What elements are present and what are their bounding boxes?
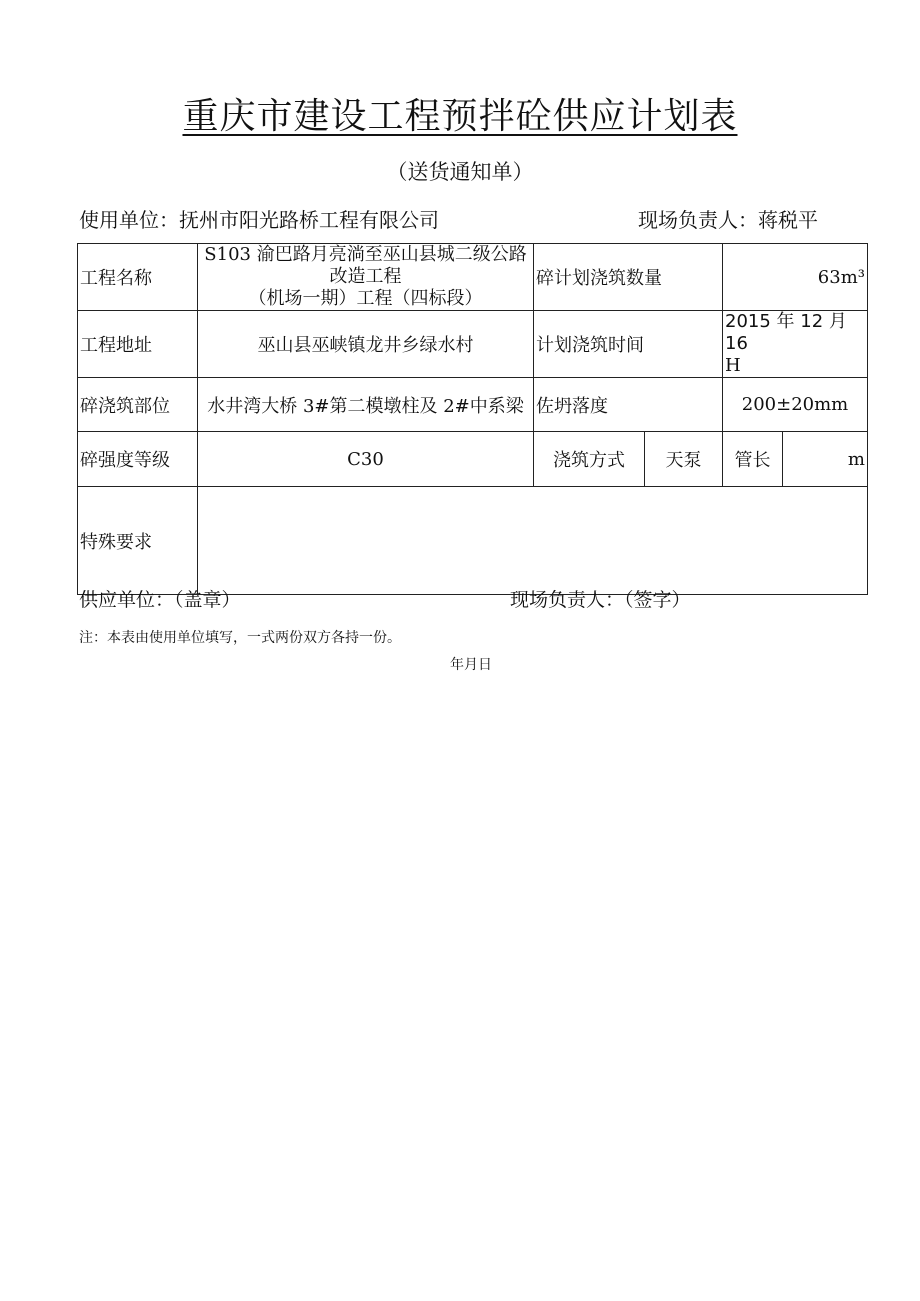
supply-unit: 供应单位：（盖章）	[79, 589, 241, 611]
pipe-length-label: 管长	[723, 432, 783, 487]
pour-part-value: 水井湾大桥 3#第二模墩柱及 2#中系梁	[198, 378, 534, 432]
special-label: 特殊要求	[78, 487, 198, 595]
table-row	[78, 244, 868, 311]
strength-label: 碎强度等级	[78, 432, 198, 487]
strength-value: C30	[198, 432, 534, 487]
pour-part-label: 碎浇筑部位	[78, 378, 198, 432]
pour-method-value: 天泵	[645, 432, 723, 487]
site-manager-label: 现场负责人：	[638, 208, 758, 232]
site-manager-value: 蒋税平	[758, 208, 818, 232]
planned-time-cell	[723, 311, 868, 378]
slump-value: 200±20mm	[723, 378, 868, 432]
planned-volume-value: 63m³	[723, 244, 868, 311]
project-name-line1: S103 渝巴路月亮淌至巫山县城二级公路改造工程	[204, 244, 527, 287]
planned-time-line2: H	[725, 355, 741, 376]
project-address-label: 工程地址	[78, 311, 198, 378]
slump-label: 佐坍落度	[534, 378, 723, 432]
supply-manager: 现场负责人：（签字）	[510, 589, 691, 611]
special-value	[198, 487, 868, 595]
plan-table	[77, 243, 868, 595]
date-line: 年月日	[450, 657, 492, 673]
project-name-line2: （机场一期）工程（四标段）	[248, 288, 483, 309]
table-row	[78, 378, 868, 432]
table-row	[78, 432, 868, 487]
site-manager	[638, 204, 818, 233]
user-unit-value: 抚州市阳光路桥工程有限公司	[179, 208, 439, 232]
pipe-length-unit: m	[783, 432, 868, 487]
planned-time-line1: 2015 年 12 月 16	[725, 311, 847, 354]
planned-volume-label: 碎计划浇筑数量	[534, 244, 723, 311]
user-unit-label: 使用单位：	[79, 208, 179, 232]
page-title: 重庆市建设工程预拌砼供应计划表	[182, 96, 738, 137]
project-address-value: 巫山县巫峡镇龙井乡绿水村	[198, 311, 534, 378]
pour-method-label: 浇筑方式	[534, 432, 645, 487]
project-name-label: 工程名称	[78, 244, 198, 311]
table-row	[78, 487, 868, 595]
user-unit	[79, 204, 439, 233]
page-subtitle: （送货通知单）	[386, 160, 534, 184]
note: 注：本表由使用单位填写，一式两份双方各持一份。	[79, 630, 401, 646]
planned-time-label: 计划浇筑时间	[534, 311, 723, 378]
project-name-cell	[198, 244, 534, 311]
table-row	[78, 311, 868, 378]
